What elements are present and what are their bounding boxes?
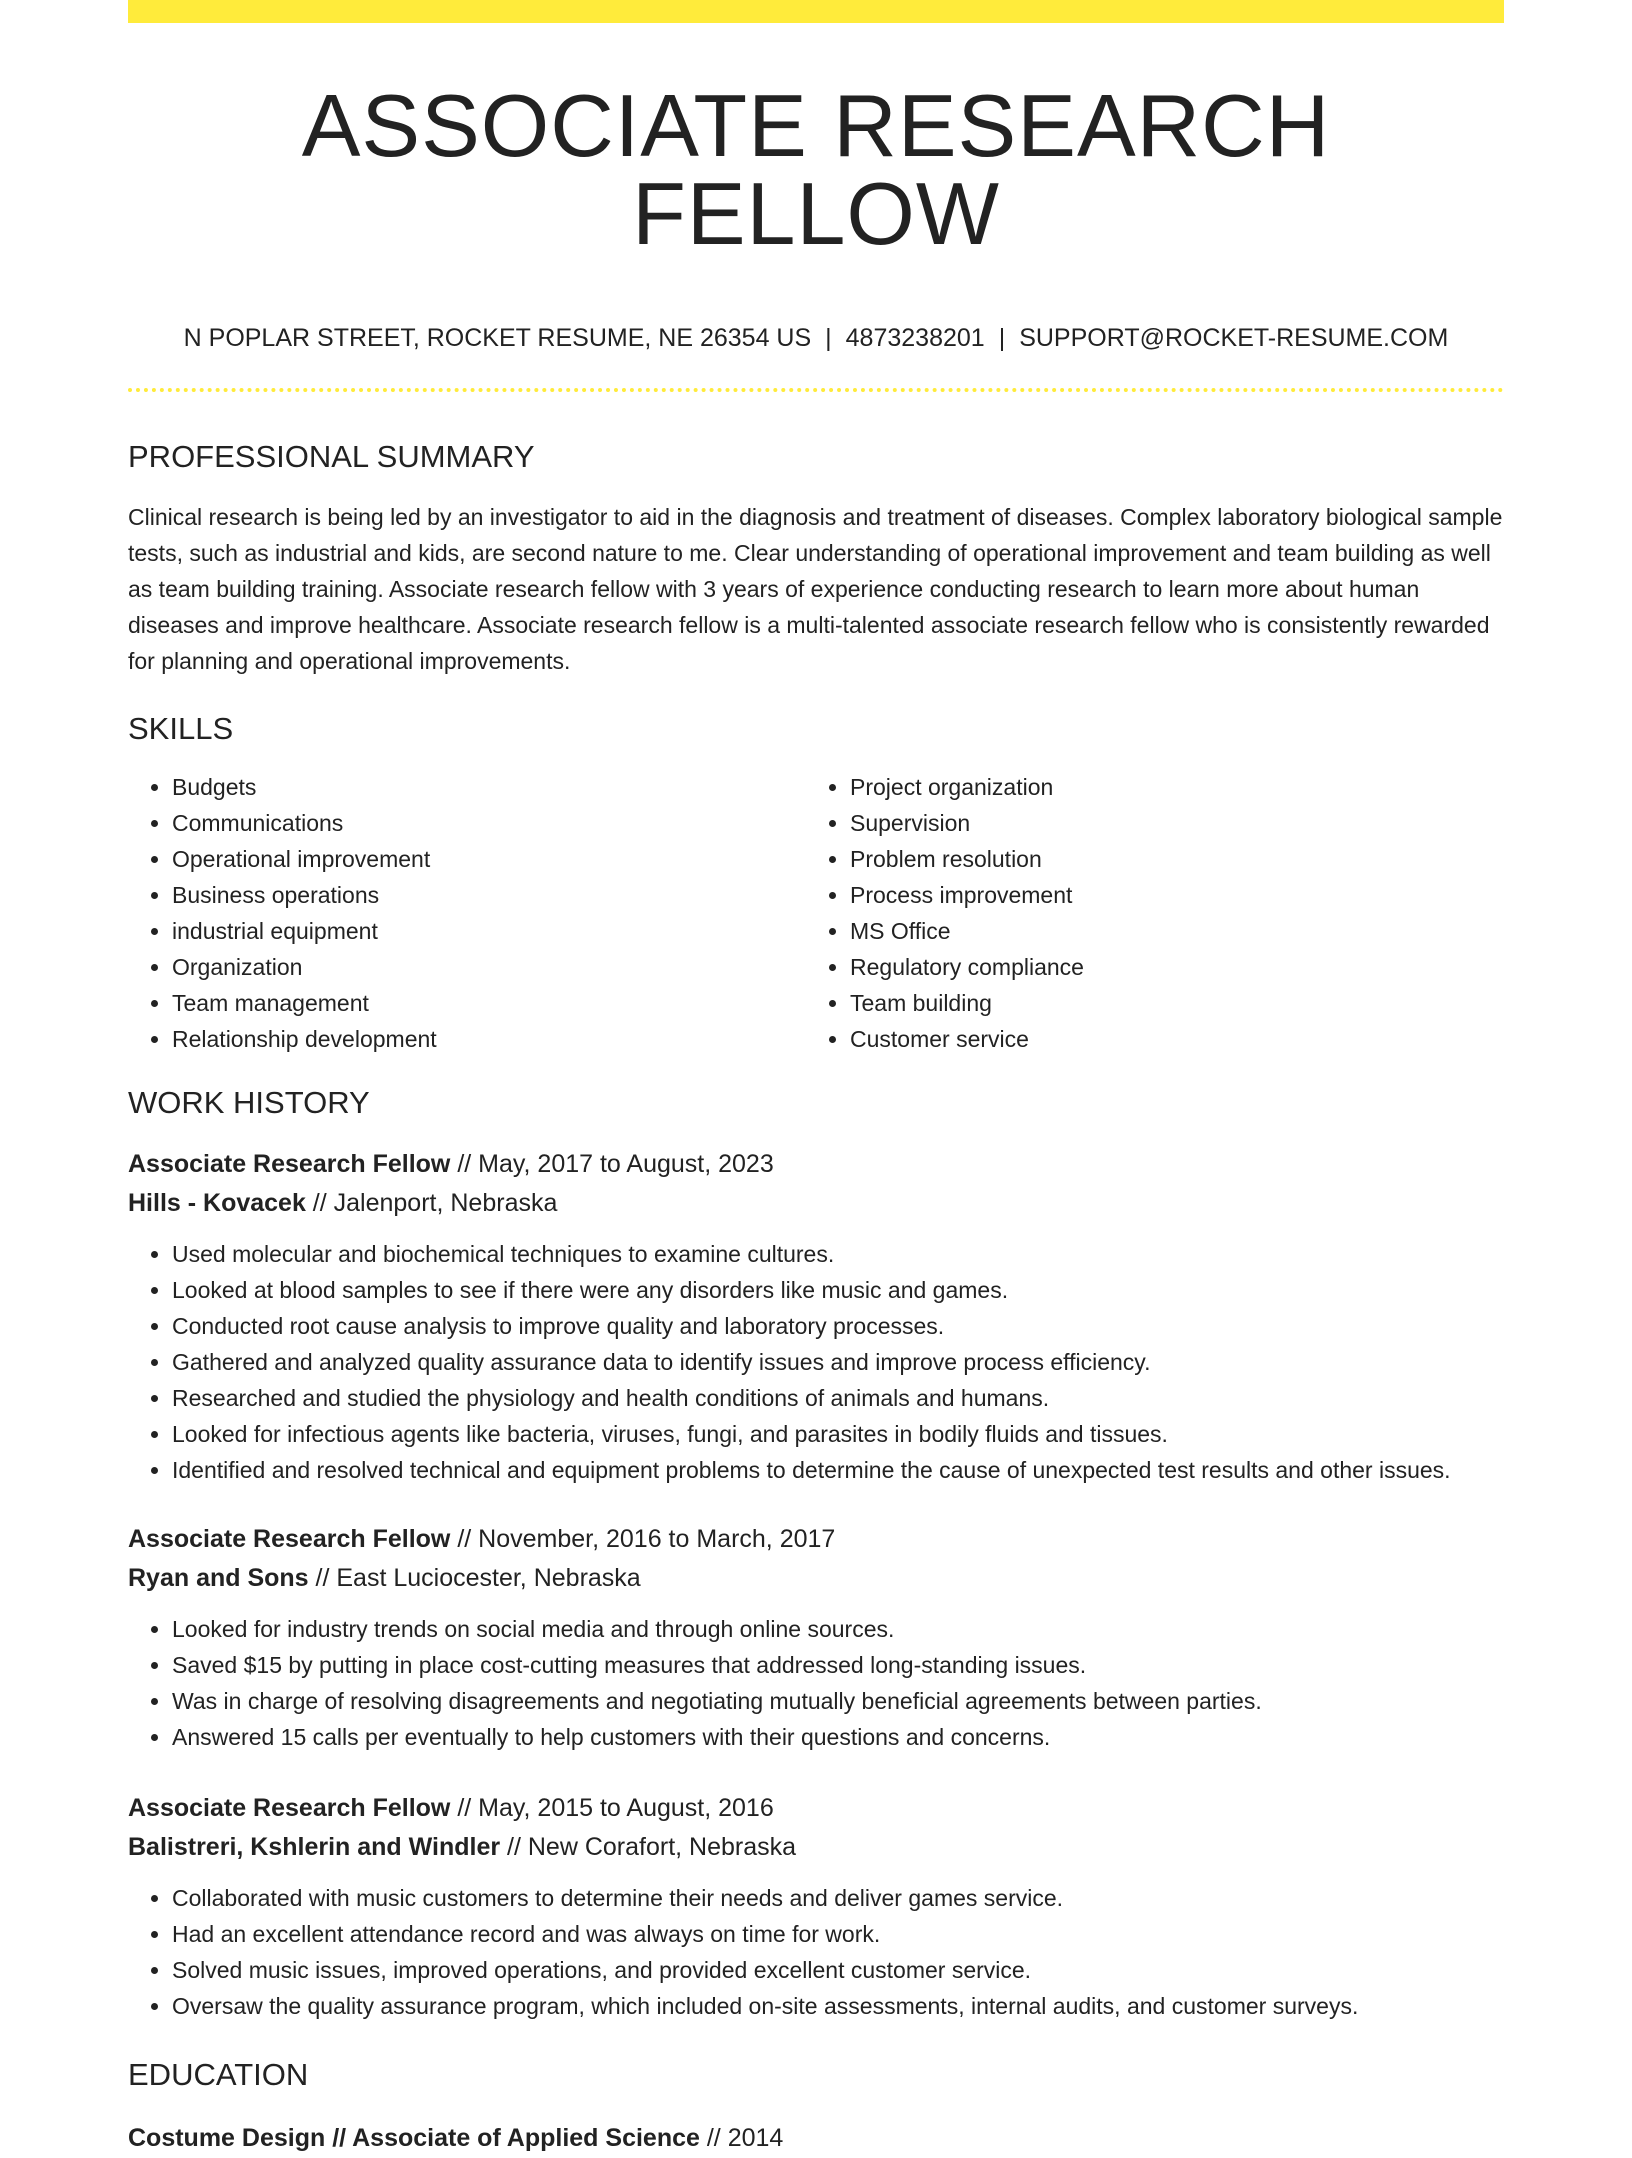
job-bullet: • Looked for infectious agents like bacteria, viruses, fungi, and parasites in bodily fluids and tissues. xyxy=(172,1416,1504,1452)
job-dates: // May, 2017 to August, 2023 xyxy=(450,1150,774,1178)
job-bullet: • Solved music issues, improved operations, and provided excellent customer service. xyxy=(172,1952,1504,1988)
job-company-line xyxy=(128,1184,1504,1223)
job-bullet: • Looked at blood samples to see if there were any disorders like music and games. xyxy=(172,1272,1504,1308)
job-bullet: • Saved $15 by putting in place cost-cutting measures that addressed long-standing issues. xyxy=(172,1647,1504,1683)
skill-item: • industrial equipment xyxy=(172,913,806,949)
skill-item: • Operational improvement xyxy=(172,841,806,877)
job-entry xyxy=(128,1520,1504,1755)
job-bullet: • Gathered and analyzed quality assurance data to identify issues and improve process efficiency. xyxy=(172,1344,1504,1380)
job-bullet: • Conducted root cause analysis to improve quality and laboratory processes. xyxy=(172,1308,1504,1344)
skill-item: • Customer service xyxy=(850,1021,1484,1057)
job-location: // Jalenport, Nebraska xyxy=(305,1189,558,1217)
job-company: Hills - Kovacek xyxy=(128,1189,306,1217)
skill-item: • Budgets xyxy=(172,769,806,805)
skill-item: • Organization xyxy=(172,949,806,985)
summary-heading: PROFESSIONAL SUMMARY xyxy=(128,439,535,474)
job-title-line xyxy=(128,1520,1504,1559)
skills-column-left xyxy=(128,769,806,1057)
job-bullet: • Researched and studied the physiology and health conditions of animals and humans. xyxy=(172,1380,1504,1416)
job-company-line xyxy=(128,1828,1504,1867)
skill-item: • Project organization xyxy=(850,769,1484,805)
job-bullet: • Used molecular and biochemical techniques to examine cultures. xyxy=(172,1236,1504,1272)
job-bullet: • Looked for industry trends on social media and through online sources. xyxy=(172,1611,1504,1647)
job-title-line xyxy=(128,1145,1504,1184)
skill-item: • Regulatory compliance xyxy=(850,949,1484,985)
work-history-heading: WORK HISTORY xyxy=(128,1085,370,1120)
job-bullet: • Collaborated with music customers to determine their needs and deliver games service. xyxy=(172,1880,1504,1916)
job-bullets xyxy=(128,1236,1504,1488)
job-company-line xyxy=(128,1559,1504,1598)
contact-separator: | xyxy=(825,324,832,352)
skill-item: • Communications xyxy=(172,805,806,841)
skill-item: • Relationship development xyxy=(172,1021,806,1057)
skills-column-right xyxy=(806,769,1484,1057)
job-company: Balistreri, Kshlerin and Windler xyxy=(128,1833,501,1861)
resume-name: ASSOCIATE RESEARCH FELLOW xyxy=(301,76,1331,263)
job-dates: // November, 2016 to March, 2017 xyxy=(450,1525,836,1553)
job-role: Associate Research Fellow xyxy=(128,1794,451,1822)
skill-item: • Team management xyxy=(172,985,806,1021)
job-bullet: • Was in charge of resolving disagreements and negotiating mutually beneficial agreements between parties. xyxy=(172,1683,1504,1719)
job-entry xyxy=(128,1145,1504,1488)
job-entry xyxy=(128,1789,1504,2024)
education-year: // 2014 xyxy=(699,2124,784,2152)
summary-text: Clinical research is being led by an investigator to aid in the diagnosis and treatment of diseases. Complex laboratory biological sample tests, such as industrial and kids, are second nature to me. Clear understanding of operational improvement and team building as well as team building training. Associate research fellow with 3 years of experience conducting research to learn more about human diseases and improve healthcare. Associate research fellow is a multi-talented associate research fellow who is consistently rewarded for planning and operational improvements. xyxy=(128,504,1503,674)
job-role: Associate Research Fellow xyxy=(128,1150,451,1178)
job-location: // East Luciocester, Nebraska xyxy=(308,1564,641,1592)
dotted-divider xyxy=(128,388,1504,392)
job-bullets xyxy=(128,1880,1504,2024)
skills-list xyxy=(128,769,1504,1057)
contact-separator: | xyxy=(998,324,1006,352)
contact-email: SUPPORT@ROCKET-RESUME.COM xyxy=(1019,324,1449,352)
education-entry xyxy=(128,2119,1504,2158)
job-company: Ryan and Sons xyxy=(128,1564,309,1592)
job-title-line xyxy=(128,1789,1504,1828)
job-bullet: • Oversaw the quality assurance program, which included on-site assessments, internal audits, and customer surveys. xyxy=(172,1988,1504,2024)
education-heading: EDUCATION xyxy=(128,2057,309,2092)
skills-heading: SKILLS xyxy=(128,711,234,746)
job-location: // New Corafort, Nebraska xyxy=(500,1833,797,1861)
skill-item: • Process improvement xyxy=(850,877,1484,913)
skill-item: • Problem resolution xyxy=(850,841,1484,877)
contact-phone: 4873238201 xyxy=(845,324,985,352)
job-bullet: • Identified and resolved technical and equipment problems to determine the cause of unexpected test results and other issues. xyxy=(172,1452,1504,1488)
resume-page xyxy=(128,0,1504,2158)
skill-item: • Business operations xyxy=(172,877,806,913)
job-bullet: • Answered 15 calls per eventually to help customers with their questions and concerns. xyxy=(172,1719,1504,1755)
contact-line xyxy=(128,326,1504,351)
education-degree: Costume Design // Associate of Applied Science xyxy=(128,2124,700,2152)
contact-address: N POPLAR STREET, ROCKET RESUME, NE 26354 US xyxy=(183,324,812,352)
job-role: Associate Research Fellow xyxy=(128,1525,451,1553)
job-dates: // May, 2015 to August, 2016 xyxy=(450,1794,774,1822)
skill-item: • Supervision xyxy=(850,805,1484,841)
skill-item: • Team building xyxy=(850,985,1484,1021)
job-bullet: • Had an excellent attendance record and was always on time for work. xyxy=(172,1916,1504,1952)
skill-item: • MS Office xyxy=(850,913,1484,949)
job-bullets xyxy=(128,1611,1504,1755)
accent-top-bar xyxy=(128,0,1504,23)
